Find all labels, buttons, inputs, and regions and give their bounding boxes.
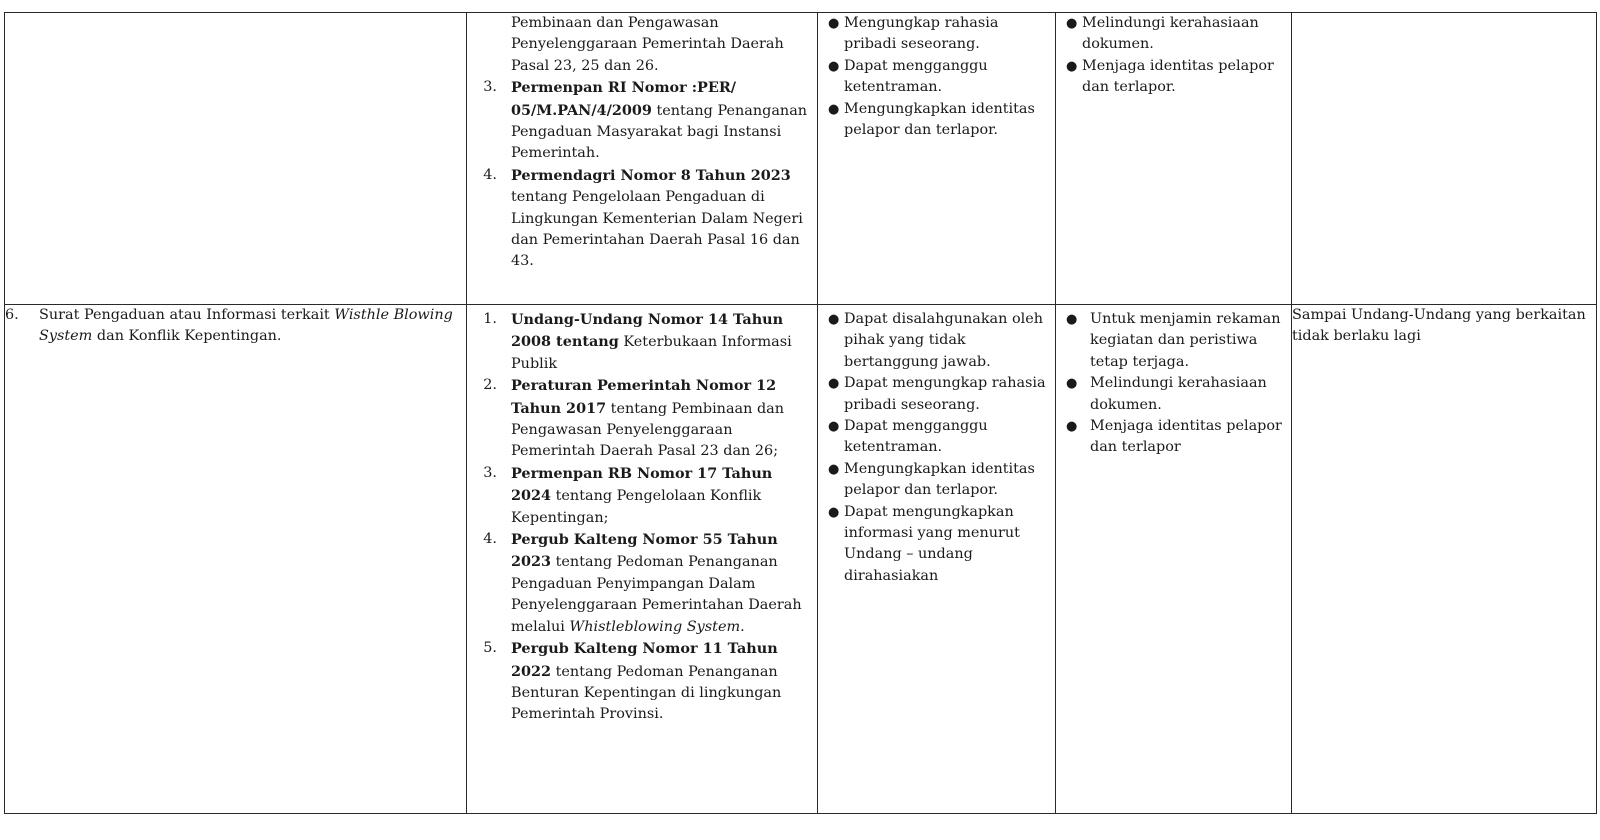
list-item: 4. Pergub Kalteng Nomor 55 Tahun 2023 tentang Pedoman Penanganan Pengaduan Penyimpangan Dalam Penyelenggaraan Pemerintahan Daerah melalui Whistleblowing System.	[467, 529, 813, 638]
list-item	[467, 309, 813, 375]
regulation-title: Peraturan Pemerintah Nomor 12 Tahun 2017	[511, 377, 777, 417]
bullet-icon: ●	[828, 58, 840, 74]
reason-cell	[1056, 13, 1292, 305]
list-item: ● Dapat mengungkap rahasia pribadi seseorang.	[828, 373, 1049, 416]
legal-basis-cell	[467, 13, 818, 305]
table-row	[5, 305, 1597, 814]
reason-list	[1056, 13, 1291, 99]
regulation-title: Pergub Kalteng Nomor 55 Tahun 2023	[511, 531, 778, 571]
regulation-title: Permendagri Nomor 8 Tahun 2023	[511, 166, 791, 184]
regulation-number: 4.	[483, 166, 497, 183]
regulation-number: 3.	[483, 79, 497, 96]
retention-period-cell	[1292, 13, 1597, 305]
regulation-description: Keterbukaan Informasi Publik	[511, 334, 792, 372]
regulation-number: 3.	[483, 464, 497, 481]
list-item	[467, 463, 813, 529]
bullet-icon: ●	[1066, 312, 1078, 327]
regulation-italic-term: Whistleblowing System	[569, 618, 741, 635]
regulation-list	[467, 309, 817, 726]
exempt-information-table	[4, 12, 1597, 814]
list-item: ● Melindungi kerahasiaan dokumen.	[1066, 373, 1285, 416]
regulation-description: tentang Penanganan Pengaduan Masyarakat bagi Instansi Pemerintah.	[511, 102, 808, 162]
document-page	[4, 12, 1596, 814]
list-item	[467, 77, 813, 165]
regulation-number: 1.	[483, 311, 497, 327]
consequence-cell	[818, 13, 1056, 305]
consequence-list	[818, 13, 1055, 141]
list-item: ● Mengungkapkan identitas pelapor dan terlapor.	[828, 459, 1049, 502]
list-item: ● Dapat mengganggu ketentraman.	[828, 416, 1049, 459]
regulation-description: tentang Pembinaan dan Pengawasan Penyelenggaraan Pemerintah Daerah Pasal 23 dan 26;	[511, 400, 785, 460]
information-type-cell	[5, 305, 467, 814]
retention-period-text: Sampai Undang-Undang yang berkaitan tidak berlaku lagi	[1292, 307, 1586, 345]
regulation-number: 2.	[483, 377, 497, 394]
list-item: ● Menjaga identitas pelapor dan terlapor	[1066, 416, 1285, 459]
bullet-icon: ●	[828, 419, 840, 435]
list-item: ● Dapat disalahgunakan oleh pihak yang tidak bertanggung jawab.	[828, 309, 1049, 373]
regulation-title: Pergub Kalteng Nomor 11 Tahun 2022	[511, 640, 778, 680]
bullet-icon: ●	[1066, 16, 1078, 31]
regulation-continuation: Pembinaan dan Pengawasan Penyelenggaraan Pemerintah Daerah Pasal 23, 25 dan 26.	[511, 15, 784, 74]
regulation-title: Permenpan RB Nomor 17 Tahun 2024	[511, 464, 773, 505]
list-item: ● Untuk menjamin rekaman kegiatan dan peristiwa tetap terjaga.	[1066, 309, 1285, 373]
information-type-cell	[5, 13, 467, 305]
legal-basis-cell	[467, 305, 818, 814]
bullet-icon: ●	[828, 101, 840, 117]
reason-list	[1056, 309, 1291, 459]
regulation-description: tentang Pengelolaan Konflik Kepentingan;	[511, 488, 762, 526]
regulation-list	[467, 77, 817, 273]
list-item: ● Mengungkap rahasia pribadi seseorang.	[828, 13, 1049, 56]
list-item	[467, 375, 813, 463]
bullet-icon: ●	[828, 504, 840, 520]
list-item	[467, 638, 813, 726]
list-item: ● Melindungi kerahasiaan dokumen.	[1066, 13, 1285, 56]
consequence-list	[818, 309, 1055, 587]
retention-period-cell	[1292, 305, 1597, 814]
consequence-cell	[818, 305, 1056, 814]
table-row	[5, 13, 1597, 305]
regulation-number: 5.	[483, 640, 497, 657]
list-item: ● Dapat mengungkapkan informasi yang menurut Undang – undang dirahasiakan	[828, 502, 1049, 588]
bullet-icon: ●	[828, 376, 840, 392]
regulation-title: Undang-Undang Nomor 14 Tahun 2008 tentang	[511, 311, 784, 351]
regulation-description: tentang Pengelolaan Pengaduan di Lingkungan Kementerian Dalam Negeri dan Pemerintahan Daerah Pasal 16 dan 43.	[511, 189, 803, 270]
information-type-text: Surat Pengaduan atau Informasi terkait Wisthle Blowing System dan Konflik Kepentingan.	[39, 307, 453, 345]
bullet-icon: ●	[828, 461, 840, 477]
list-item: ● Mengungkapkan identitas pelapor dan terlapor.	[828, 99, 1049, 142]
list-item: ● Dapat mengganggu ketentraman.	[828, 56, 1049, 99]
regulation-description: tentang Pedoman Penanganan Benturan Kepentingan di lingkungan Pemerintah Provinsi.	[511, 663, 782, 723]
regulation-description: tentang Pedoman Penanganan Pengaduan Penyimpangan Dalam Penyelenggaraan Pemerintahan Daerah melalui	[511, 554, 802, 635]
row-number: 6.	[5, 307, 19, 323]
regulation-number: 4.	[483, 531, 497, 548]
row-label	[5, 305, 466, 348]
reason-cell	[1056, 305, 1292, 814]
bullet-icon: ●	[1066, 419, 1078, 435]
bullet-icon: ●	[1066, 58, 1078, 74]
bullet-icon: ●	[828, 16, 840, 31]
list-item	[467, 165, 813, 273]
list-item: ● Menjaga identitas pelapor dan terlapor.	[1066, 56, 1285, 99]
bullet-icon: ●	[1066, 376, 1078, 392]
bullet-icon: ●	[828, 312, 840, 327]
regulation-title: Permenpan RI Nomor :PER/ 05/M.PAN/4/2009	[511, 79, 737, 119]
